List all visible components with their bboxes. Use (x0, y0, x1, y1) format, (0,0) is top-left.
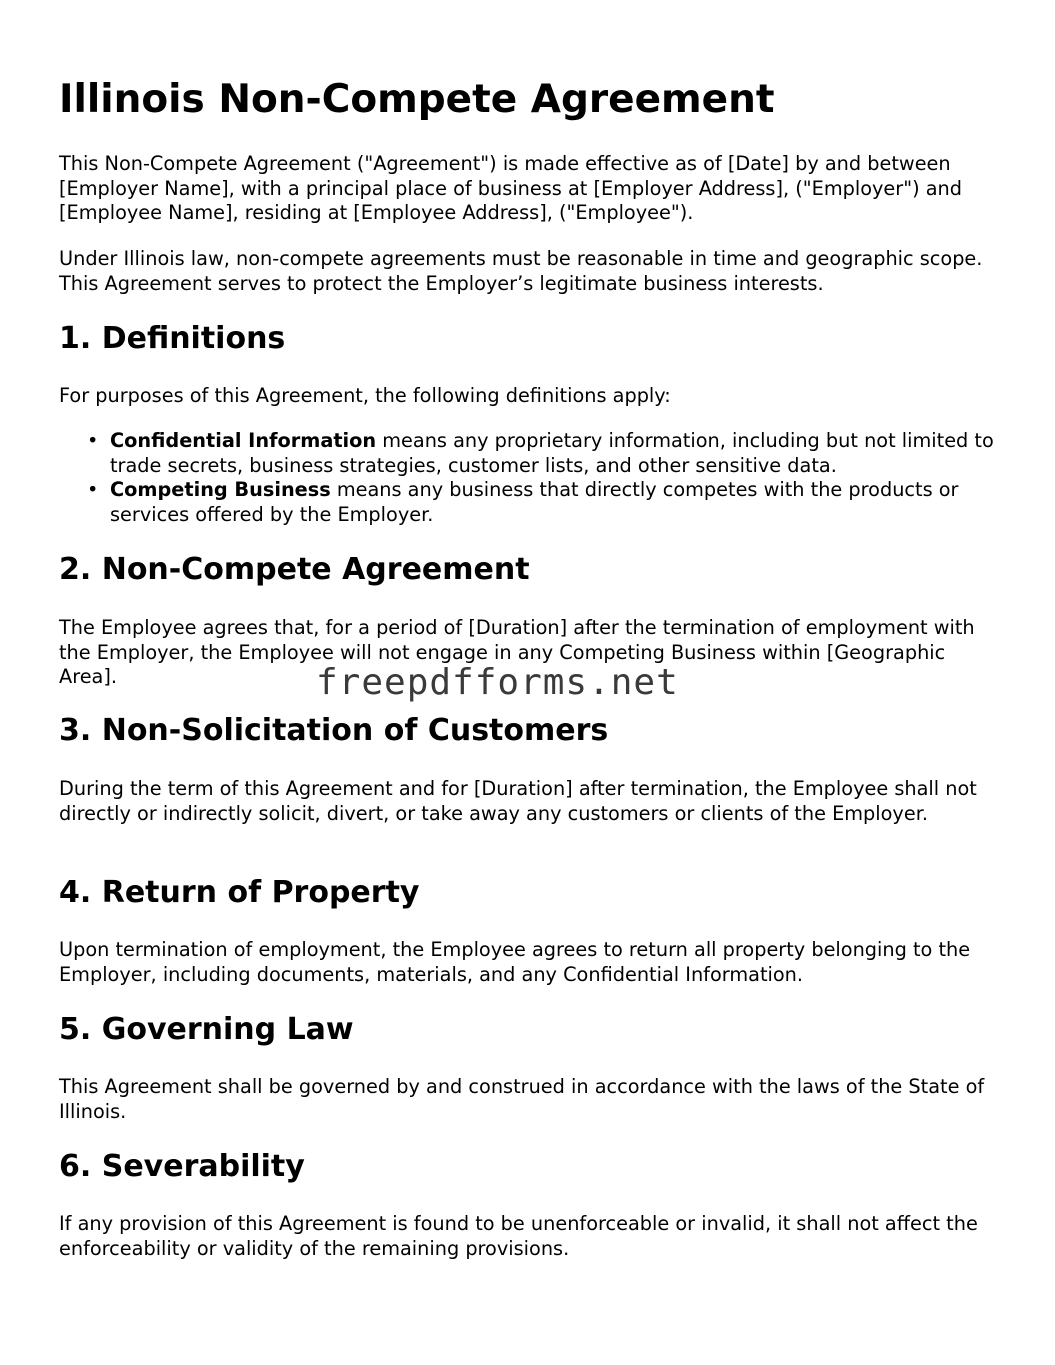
definitions-list (59, 429, 1004, 527)
definition-term: Competing Business (110, 478, 331, 502)
section-body-governing-law: This Agreement shall be governed by and construed in accordance with the laws of the State of Illinois. (59, 1075, 985, 1123)
list-item (59, 478, 1004, 527)
bullet-icon: • (87, 478, 99, 502)
intro-law-paragraph: Under Illinois law, non-compete agreements must be reasonable in time and geographic scope. This Agreement serves to protect the Employer’s legitimate business interests. (59, 247, 983, 295)
definition-text: means any proprietary information, including but not limited to trade secrets, business strategies, customer lists, and other sensitive data. (110, 429, 994, 477)
section-body-non-compete: The Employee agrees that, for a period of [Duration] after the termination of employment with the Employer, the Employee will not engage in any Competing Business within [Geographic Area]. (59, 616, 975, 689)
section-heading-non-compete: 2. Non-Compete Agreement (59, 552, 530, 587)
section-heading-return-of-property: 4. Return of Property (59, 875, 420, 910)
section-body-non-solicitation: During the term of this Agreement and for [Duration] after termination, the Employee shall not directly or indirectly solicit, divert, or take away any customers or clients of the Employer. (59, 777, 977, 825)
section-heading-governing-law: 5. Governing Law (59, 1012, 354, 1047)
definition-text: means any business that directly competes with the products or services offered by the Employer. (110, 478, 959, 526)
document-title: Illinois Non-Compete Agreement (59, 77, 775, 122)
list-item (59, 429, 1004, 478)
section-body-definitions: For purposes of this Agreement, the following definitions apply: (59, 384, 671, 407)
watermark-text: freepdfforms.net (316, 662, 679, 703)
section-heading-non-solicitation: 3. Non-Solicitation of Customers (59, 713, 609, 748)
section-body-return-of-property: Upon termination of employment, the Employee agrees to return all property belonging to the Employer, including documents, materials, and any Confidential Information. (59, 938, 971, 986)
section-heading-definitions: 1. Definitions (59, 321, 286, 356)
bullet-icon: • (87, 429, 99, 452)
definition-term: Confidential Information (110, 429, 377, 452)
section-heading-severability: 6. Severability (59, 1149, 305, 1184)
intro-paragraph: This Non-Compete Agreement ("Agreement") is made effective as of [Date] by and between [Employer Name], with a principal place of business at [Employer Address], ("Employer") and [Employee Name], residing at [Employee Address], ("Employee"). (59, 152, 962, 225)
section-body-severability: If any provision of this Agreement is found to be unenforceable or invalid, it shall not affect the enforceability or validity of the remaining provisions. (59, 1212, 978, 1260)
